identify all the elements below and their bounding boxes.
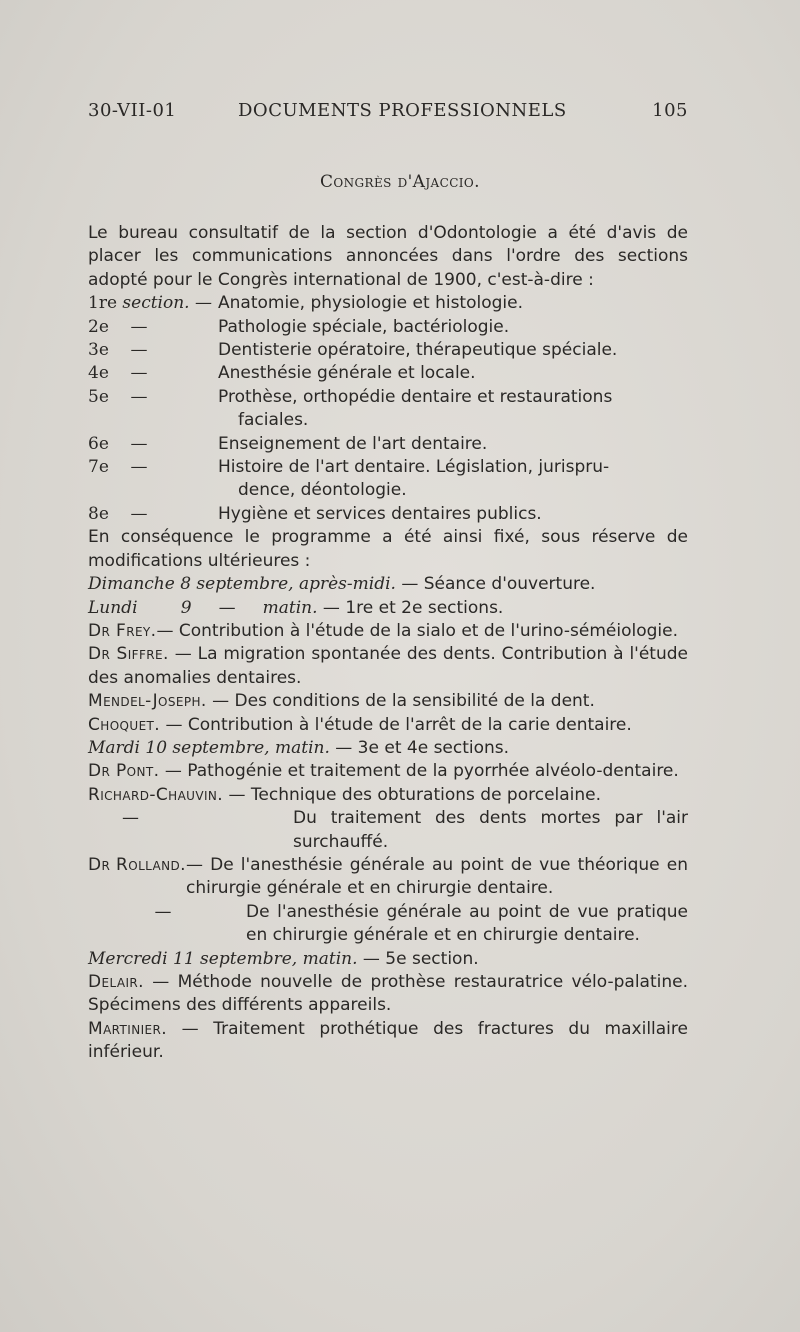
- section-number: 8e: [88, 503, 109, 524]
- section-item: [88, 433, 688, 456]
- ditto-dash: —: [154, 901, 172, 922]
- schedule-day: Dimanche 8 septembre, après-midi.: [88, 574, 396, 595]
- section-number: 2e: [88, 316, 109, 337]
- schedule-day: Mercredi 11 septembre, matin.: [88, 948, 358, 969]
- communication-title: — De l'anesthésie générale au point de vue théorique en chirurgie générale et en chirurgie dentaire.: [185, 854, 688, 899]
- schedule-time: matin.: [262, 597, 318, 618]
- section-label: —: [130, 386, 148, 407]
- communication-title: De l'anesthésie générale au point de vue pratique en chirurgie générale et en chirurgie dentaire.: [246, 901, 688, 946]
- section-label: —: [130, 316, 148, 337]
- header-running-title: DOCUMENTS PROFESSIONNELS: [238, 100, 567, 121]
- page-number: 105: [652, 100, 688, 121]
- author-name: Dr Frey.: [88, 620, 157, 641]
- schedule-text: — Séance d'ouverture.: [395, 574, 596, 595]
- schedule-mardi: [88, 737, 688, 760]
- communication-title: — Contribution à l'étude de la sialo et de l'urino-séméiologie.: [156, 620, 678, 641]
- section-text: Enseignement de l'art dentaire.: [218, 433, 488, 454]
- communication-delair: [88, 971, 688, 1018]
- communication-richard: [88, 784, 688, 807]
- section-list: [88, 292, 688, 526]
- section-number: 6e: [88, 433, 109, 454]
- communication-rolland-2: [88, 901, 688, 948]
- author-name: Richard-Chauvin.: [88, 784, 224, 805]
- section-text: Anesthésie générale et locale.: [218, 363, 476, 384]
- section-number: 4e: [88, 363, 109, 384]
- schedule-day: Mardi 10 septembre, matin.: [88, 737, 330, 758]
- ditto-dash: —: [122, 808, 139, 829]
- section-item: [88, 292, 688, 315]
- communication-title: — La migration spontanée des dents. Contribution à l'étude des anomalies dentaires.: [88, 644, 688, 688]
- schedule-text: — 5e section.: [357, 948, 479, 969]
- intro-paragraph: Le bureau consultatif de la section d'Odontologie a été d'avis de placer les communications annoncées dans l'ordre des sections adopté pour le Congrès international de 1900, c'est-à-dire :: [88, 223, 688, 290]
- schedule-dimanche: [88, 573, 688, 596]
- author-name: Dr Pont.: [88, 761, 160, 782]
- section-item: [88, 316, 688, 339]
- header-date: 30-VII-01: [88, 100, 177, 121]
- communication-title: Du traitement des dents mortes par l'air surchauffé.: [293, 808, 688, 852]
- section-item: [88, 386, 688, 433]
- author-cell: [88, 854, 186, 901]
- communication-title: — Des conditions de la sensibilité de la dent.: [206, 691, 595, 712]
- schedule-day: Lundi: [88, 597, 138, 618]
- section-title: Congrès d'Ajaccio.: [320, 172, 480, 192]
- communication-title: — Pathogénie et traitement de la pyorrhée alvéolo-dentaire.: [159, 761, 679, 782]
- section-text: Prothèse, orthopédie dentaire et restaurations: [218, 386, 613, 407]
- section-text-continued: faciales.: [238, 410, 309, 431]
- section-number: 5e: [88, 386, 109, 407]
- communication-title: — Technique des obturations de porcelaine.: [223, 784, 602, 805]
- author-name: Delair.: [88, 972, 144, 992]
- section-text: Pathologie spéciale, bactériologie.: [218, 316, 510, 337]
- section-text-continued: dence, déontologie.: [238, 480, 407, 501]
- document-body: [88, 222, 688, 1065]
- author-name: Choquet.: [88, 714, 161, 735]
- author-name: Dr Rolland.: [88, 854, 186, 875]
- section-text: Anatomie, physiologie et histologie.: [218, 293, 523, 314]
- schedule-mercredi: [88, 948, 688, 971]
- section-item: [88, 456, 688, 503]
- author-name: Dr Siffre.: [88, 644, 169, 665]
- communication-richard-2: [88, 807, 688, 854]
- communication-siffre: [88, 643, 688, 690]
- section-label: —: [130, 433, 148, 454]
- communication-martinier: [88, 1018, 688, 1065]
- consequence-paragraph: En conséquence le programme a été ainsi fixé, sous réserve de modifications ultérieures :: [88, 527, 688, 571]
- section-text: Dentisterie opératoire, thérapeutique spéciale.: [218, 340, 618, 361]
- section-item: [88, 362, 688, 385]
- section-label: —: [130, 340, 148, 361]
- schedule-text: — 1re et 2e sections.: [317, 597, 504, 618]
- author-name: Mendel-Joseph.: [88, 691, 207, 712]
- communication-pont: [88, 760, 688, 783]
- section-label: —: [130, 363, 148, 384]
- schedule-dash: —: [218, 597, 236, 618]
- communication-title: — Contribution à l'étude de l'arrêt de la carie dentaire.: [160, 714, 632, 735]
- communication-frey: [88, 620, 688, 643]
- section-label: —: [130, 457, 148, 478]
- communication-mendel: [88, 690, 688, 713]
- section-number: 1re: [88, 293, 118, 314]
- schedule-date: 9: [180, 597, 192, 618]
- section-number: 3e: [88, 340, 109, 361]
- section-number: 7e: [88, 457, 109, 478]
- section-item: [88, 503, 688, 526]
- schedule-lundi: [88, 597, 688, 620]
- section-label: section. —: [122, 293, 212, 314]
- section-item: [88, 339, 688, 362]
- communication-choquet: [88, 714, 688, 737]
- section-text: Hygiène et services dentaires publics.: [218, 503, 542, 524]
- section-label: —: [130, 503, 148, 524]
- communication-title: — Traitement prothétique des fractures du maxillaire inférieur.: [88, 1018, 688, 1063]
- schedule-text: — 3e et 4e sections.: [329, 737, 510, 758]
- communication-title: — Méthode nouvelle de prothèse restauratrice vélo-palatine. Spécimens des différents appareils.: [88, 972, 688, 1016]
- section-text: Histoire de l'art dentaire. Législation, jurispru-: [218, 457, 610, 478]
- communication-rolland: [88, 854, 688, 901]
- author-name: Martinier.: [88, 1018, 168, 1039]
